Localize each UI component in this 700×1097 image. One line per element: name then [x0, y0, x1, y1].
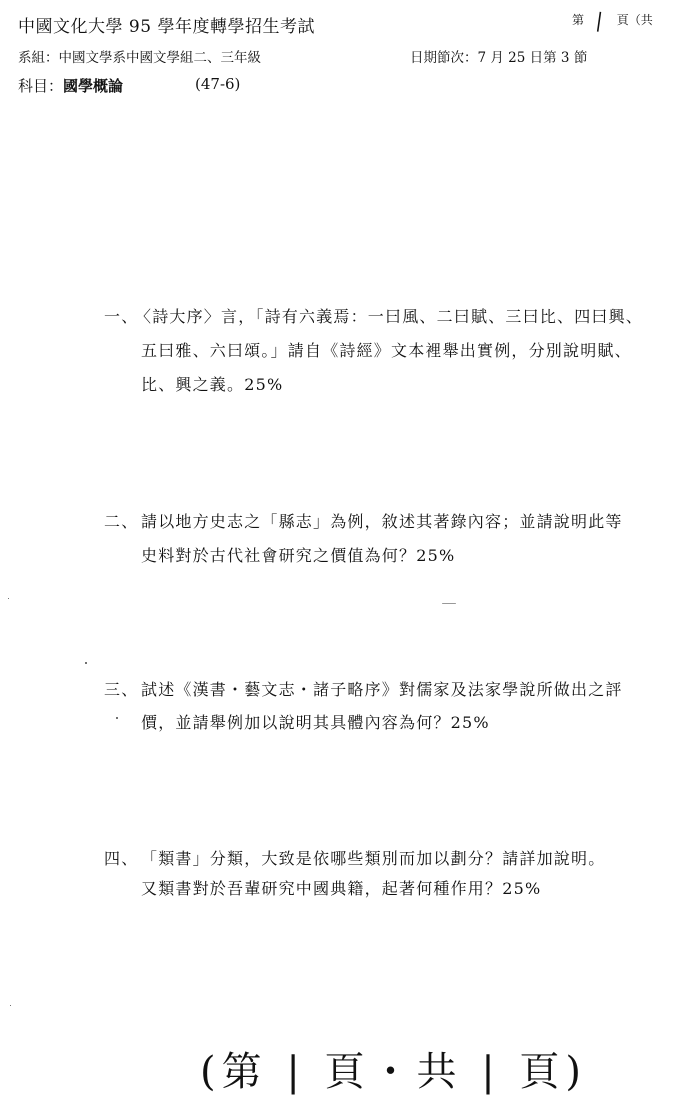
page-footer: (第 | 頁・共 | 頁)	[200, 1049, 588, 1095]
question-number: 一、	[104, 307, 139, 326]
subject-line	[18, 75, 123, 96]
page-label-prefix: 第	[572, 13, 585, 27]
question-line: 「類書」分類，大致是依哪些類別而加以劃分？請詳加說明。	[141, 849, 606, 868]
question-line: 價，並請舉例加以說明其具體內容為何？25%	[141, 713, 490, 732]
question-line: 〈詩大序〉言，「詩有六義焉：一曰風、二曰賦、三曰比、四曰興、	[135, 307, 644, 326]
scan-speck	[10, 1005, 11, 1006]
question-line: 比、興之義。25%	[141, 375, 284, 394]
page-label-suffix: 頁（共	[616, 13, 653, 27]
scan-speck	[85, 662, 87, 664]
subject-name: 國學概論	[63, 77, 124, 95]
department-line: 系組：中國文學系中國文學組二、三年級	[18, 50, 261, 66]
subject-label: 科目：	[18, 77, 64, 95]
page-indicator	[572, 8, 653, 32]
question-line: 史料對於古代社會研究之價值為何？25%	[141, 546, 456, 565]
question-number: 二、	[104, 512, 139, 531]
question-line: 試述《漢書・藝文志・諸子略序》對儒家及法家學說所做出之評	[141, 680, 623, 699]
question-line: 五曰雅、六曰頌。」請自《詩經》文本裡舉出實例，分別說明賦、	[141, 341, 632, 360]
question-line: 請以地方史志之「縣志」為例，敘述其著錄內容；並請說明此等	[141, 512, 623, 531]
question-number: 三、	[104, 680, 139, 699]
exam-title: 中國文化大學 95 學年度轉學招生考試	[18, 17, 315, 37]
scan-speck	[442, 603, 456, 604]
scan-speck	[116, 717, 118, 719]
date-session-line: 日期節次：7 月 25 日第 3 節	[410, 50, 588, 66]
exam-code: (47-6)	[195, 75, 241, 93]
question-number: 四、	[104, 849, 139, 868]
handwritten-page-mark: |	[594, 7, 605, 33]
question-line: 又類書對於吾輩研究中國典籍，起著何種作用？25%	[141, 879, 542, 898]
scan-speck	[8, 598, 9, 599]
